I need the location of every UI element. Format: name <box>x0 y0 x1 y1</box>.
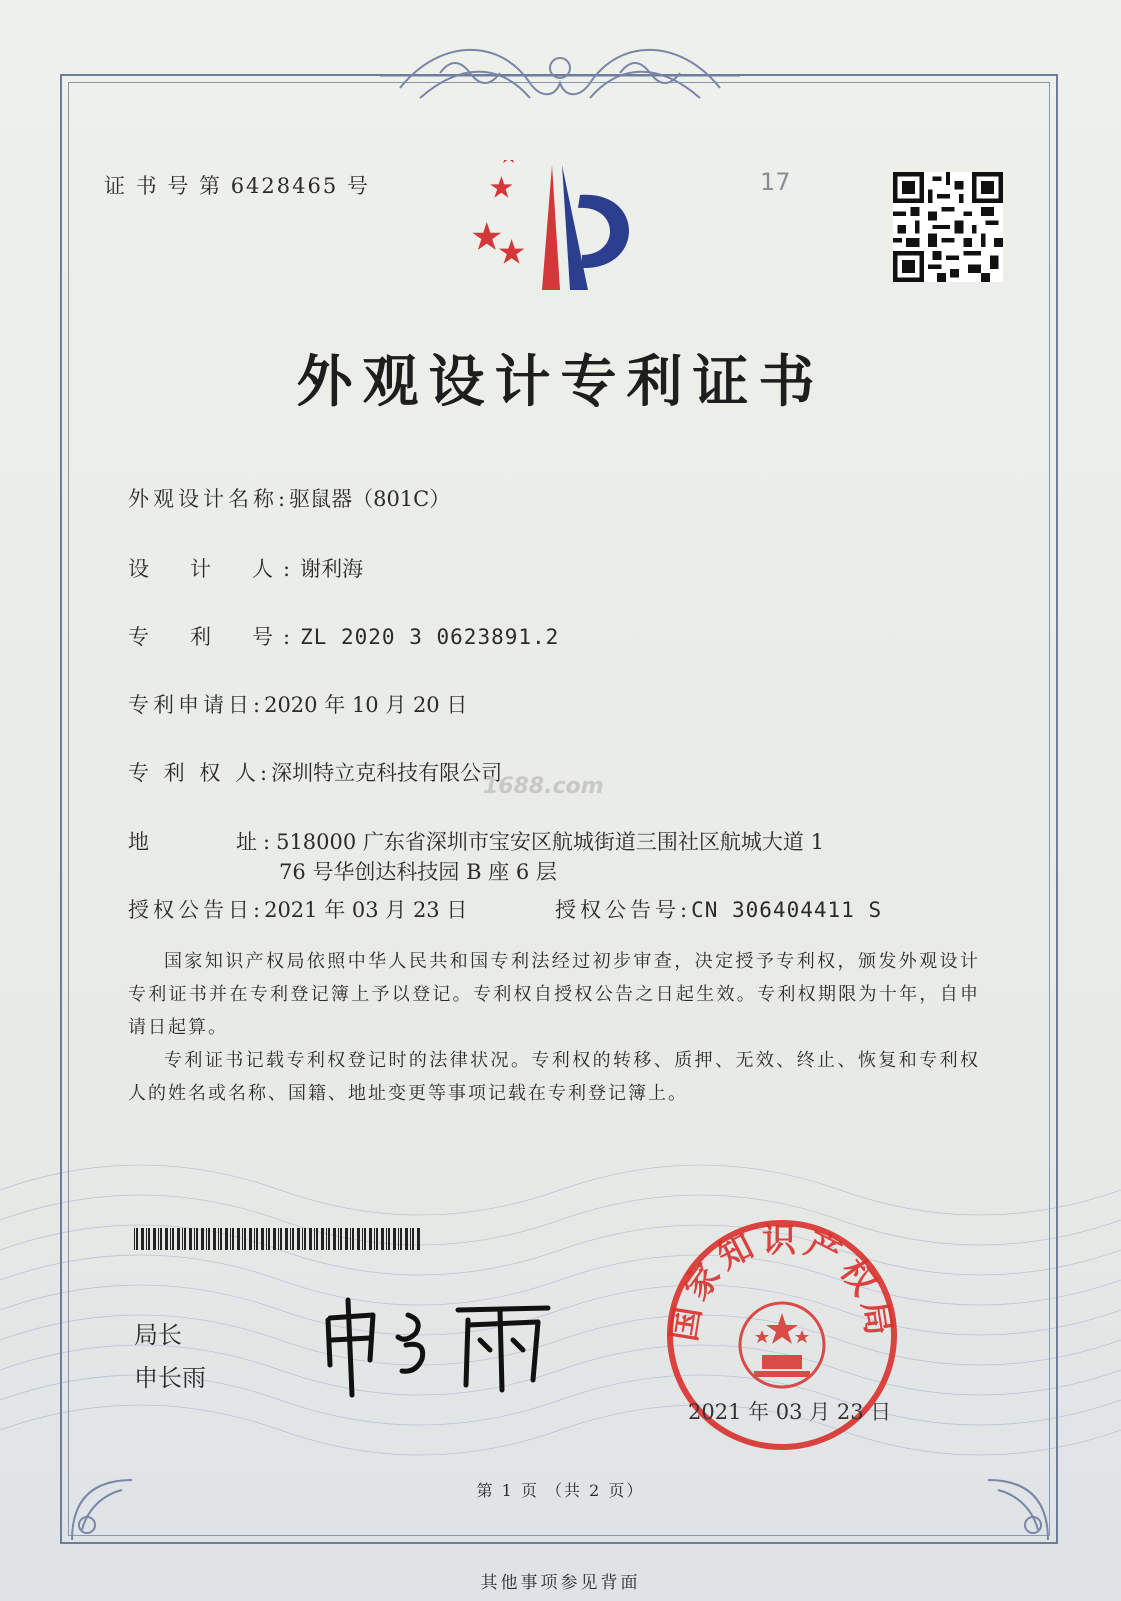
handwritten-note: 17 <box>760 168 791 196</box>
back-note: 其他事项参见背面 <box>480 1573 641 1593</box>
cnipa-logo <box>470 160 650 300</box>
patentee-label: 专 利 权 人: <box>128 761 272 785</box>
inner-border <box>68 82 1050 1536</box>
patent-no-label: 专 利 号: <box>128 625 301 649</box>
field-designer <box>128 553 363 583</box>
field-address <box>128 826 824 856</box>
barcode <box>134 1228 420 1250</box>
seal-date: 2021 年 03 月 23 日 <box>688 1400 892 1424</box>
address-value-line2: 76 号华创达科技园 B 座 6 层 <box>279 860 557 884</box>
designer-label: 设 计 人: <box>128 557 301 581</box>
seal-text: 国家知识产权局 <box>664 1220 900 1345</box>
design-name-value: 驱鼠器（801C） <box>289 487 451 511</box>
director-title: 局长 <box>134 1321 182 1349</box>
director-name: 申长雨 <box>134 1364 206 1392</box>
qr-code <box>893 172 1003 282</box>
page-number: 第 1 页 （共 2 页） <box>476 1481 645 1500</box>
patentee-value: 深圳特立克科技有限公司 <box>271 761 503 785</box>
body-paragraph-1: 国家知识产权局依照中华人民共和国专利法经过初步审查，决定授予专利权，颁发外观设计专利证书并在专利登记簿上予以登记。专利权自授权公告之日起生效。专利权期限为十年，自申请日起算。 <box>128 951 980 1038</box>
grant-no-value: CN 306404411 S <box>691 898 883 922</box>
grant-date-label: 授权公告日: <box>128 898 265 922</box>
address-value-line1: 518000 广东省深圳市宝安区航城街道三围社区航城大道 1 <box>276 830 824 854</box>
field-patent-no <box>128 621 559 651</box>
certificate-number: 证 书 号 第 6428465 号 <box>104 174 370 198</box>
field-patentee <box>128 757 502 787</box>
top-ornament <box>380 28 740 118</box>
patent-no-value: ZL 2020 3 0623891.2 <box>300 625 560 649</box>
field-design-name <box>128 483 450 513</box>
filing-date-label: 专利申请日: <box>128 693 265 717</box>
field-grant-no <box>555 894 882 924</box>
field-address-line2 <box>279 856 557 886</box>
watermark: 1688.com <box>483 774 604 799</box>
body-paragraph-2: 专利证书记载专利权登记时的法律状况。专利权的转移、质押、无效、终止、恢复和专利权人的姓名或名称、国籍、地址变更等事项记载在专利登记簿上。 <box>128 1050 980 1104</box>
field-filing-date <box>128 689 467 719</box>
designer-value: 谢利海 <box>300 557 364 581</box>
certificate-title: 外观设计专利证书 <box>296 349 825 415</box>
design-name-label: 外观设计名称: <box>128 487 290 511</box>
grant-date-value: 2021 年 03 月 23 日 <box>264 898 468 922</box>
grant-no-label: 授权公告号: <box>555 898 692 922</box>
address-label: 地 址: <box>128 830 277 854</box>
director-signature <box>318 1290 558 1400</box>
filing-date-value: 2020 年 10 月 20 日 <box>264 693 468 717</box>
field-grant-date <box>128 894 467 924</box>
